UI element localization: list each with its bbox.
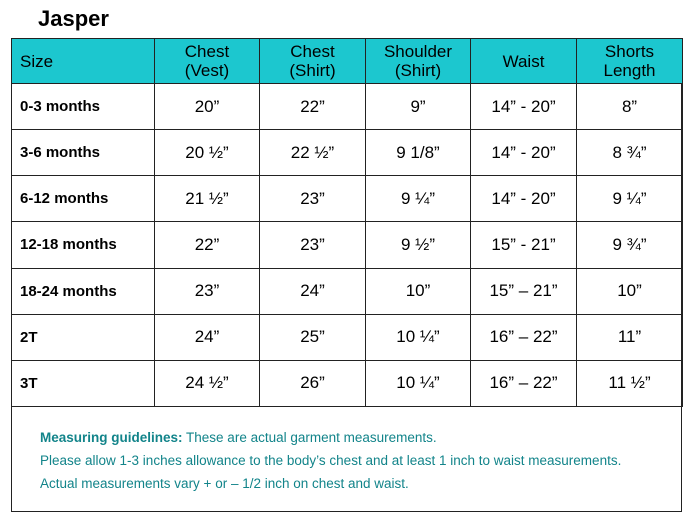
table-row [12,222,683,268]
size-label: 3T [12,360,155,406]
chest-vest-cell: 20 ½” [155,130,260,176]
size-label: 2T [12,314,155,360]
chest-shirt-cell: 24” [260,268,366,314]
size-label: 6-12 months [12,176,155,222]
page-title: Jasper [38,6,109,31]
shorts-length-cell: 9 ¾” [577,222,683,268]
header-chest-vest: Chest (Vest) [155,39,260,84]
chest-vest-cell: 22” [155,222,260,268]
size-label: 3-6 months [12,130,155,176]
chest-vest-cell: 23” [155,268,260,314]
chest-shirt-cell: 22” [260,84,366,130]
table-row [12,130,683,176]
table-row [12,84,683,130]
header-waist: Waist [471,39,577,84]
shorts-length-cell: 8 ¾” [577,130,683,176]
table-row [12,360,683,406]
measuring-guidelines [40,430,621,499]
shorts-length-cell: 11 ½” [577,360,683,406]
table-row [12,268,683,314]
shoulder-cell: 9 ¼” [366,176,471,222]
guideline-line-3: Actual measurements vary + or – 1/2 inch on chest and waist. [40,476,409,491]
chest-vest-cell: 24 ½” [155,360,260,406]
header-size: Size [12,39,155,84]
shoulder-cell: 9 1/8” [366,130,471,176]
waist-cell: 16” – 22” [471,360,577,406]
shoulder-cell: 10 ¼” [366,360,471,406]
size-chart-table [11,38,683,407]
chest-shirt-cell: 26” [260,360,366,406]
chest-shirt-cell: 23” [260,222,366,268]
header-row [12,39,683,84]
table-row [12,314,683,360]
shorts-length-cell: 8” [577,84,683,130]
shoulder-cell: 9 ½” [366,222,471,268]
chest-shirt-cell: 25” [260,314,366,360]
shorts-length-cell: 11” [577,314,683,360]
chest-vest-cell: 20” [155,84,260,130]
chest-vest-cell: 21 ½” [155,176,260,222]
table-row [12,176,683,222]
shoulder-cell: 10” [366,268,471,314]
waist-cell: 14” - 20” [471,176,577,222]
waist-cell: 16” – 22” [471,314,577,360]
waist-cell: 15” - 21” [471,222,577,268]
size-label: 0-3 months [12,84,155,130]
waist-cell: 15” – 21” [471,268,577,314]
size-label: 12-18 months [12,222,155,268]
guideline-line-1: Measuring guidelines: These are actual garment measurements. [40,430,437,445]
shoulder-cell: 9” [366,84,471,130]
guideline-line-2: Please allow 1-3 inches allowance to the body’s chest and at least 1 inch to waist measurements. [40,453,622,468]
waist-cell: 14” - 20” [471,84,577,130]
shoulder-cell: 10 ¼” [366,314,471,360]
chest-shirt-cell: 22 ½” [260,130,366,176]
shorts-length-cell: 9 ¼” [577,176,683,222]
header-shoulder-shirt: Shoulder (Shirt) [366,39,471,84]
size-label: 18-24 months [12,268,155,314]
header-chest-shirt: Chest (Shirt) [260,39,366,84]
chest-shirt-cell: 23” [260,176,366,222]
shorts-length-cell: 10” [577,268,683,314]
chest-vest-cell: 24” [155,314,260,360]
guideline-label: Measuring guidelines: [40,430,183,445]
waist-cell: 14” - 20” [471,130,577,176]
header-shorts-length: Shorts Length [577,39,683,84]
